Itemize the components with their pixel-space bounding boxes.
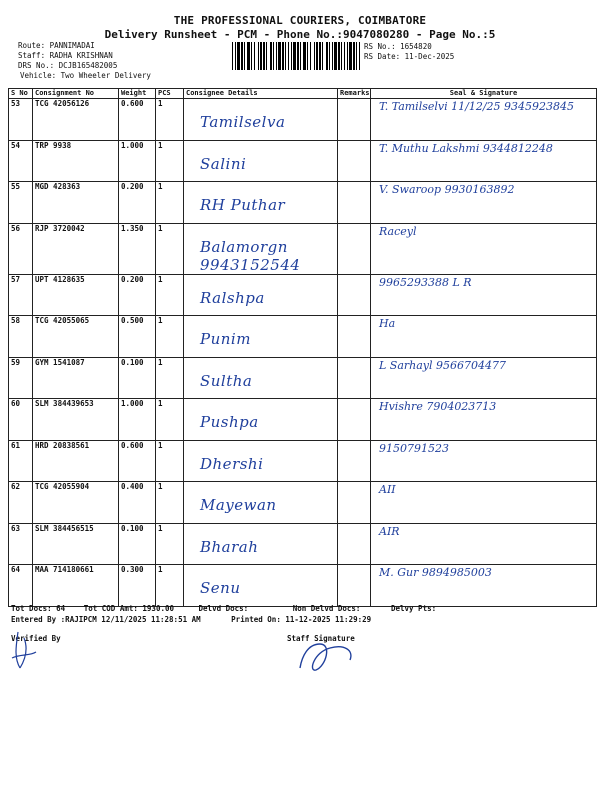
cell-signature (371, 274, 597, 316)
cell-signature (371, 182, 597, 224)
table-row (9, 274, 597, 316)
cell-weight: 0.600 (119, 440, 156, 482)
cell-remarks (338, 482, 371, 524)
document-subtitle: Delivery Runsheet - PCM - Phone No.:9047080280 - Page No.:5 (104, 28, 496, 41)
cell-signature (371, 565, 597, 607)
drs-no-label: DRS No.: DCJB165482005 (18, 61, 118, 70)
col-header-weight: Weight (119, 89, 156, 99)
cell-sno: 53 (9, 99, 33, 141)
cell-weight: 0.400 (119, 482, 156, 524)
table-row (9, 565, 597, 607)
cell-consignee (184, 316, 338, 358)
signature-handwriting: 9965293388 L R (379, 275, 472, 289)
cell-pcs: 1 (156, 399, 184, 441)
cell-sno: 61 (9, 440, 33, 482)
cell-remarks (338, 140, 371, 182)
non-delivered-docs: Non Delvd Docs: (292, 604, 361, 613)
cell-pcs: 1 (156, 440, 184, 482)
signature-handwriting: T. Muthu Lakshmi 9344812248 (379, 141, 553, 155)
consignee-handwriting: Bharah (200, 537, 259, 556)
cell-consignment-no: RJP 3720042 (33, 223, 119, 274)
route-label: Route: PANNIMADAI (18, 41, 95, 50)
cell-consignee (184, 223, 338, 274)
cell-consignee (184, 140, 338, 182)
cell-weight: 0.100 (119, 357, 156, 399)
table-row (9, 440, 597, 482)
cell-sno: 63 (9, 523, 33, 565)
consignee-handwriting: Salini (200, 154, 247, 173)
cell-pcs: 1 (156, 274, 184, 316)
table-row (9, 523, 597, 565)
cell-consignment-no: TCG 42055065 (33, 316, 119, 358)
signature-handwriting: AII (379, 483, 396, 496)
signature-handwriting: 9150791523 (379, 441, 449, 455)
cell-sno: 60 (9, 399, 33, 441)
cell-weight: 0.600 (119, 99, 156, 141)
cell-pcs: 1 (156, 140, 184, 182)
cell-signature (371, 357, 597, 399)
cell-consignee (184, 357, 338, 399)
col-header-consignee: Consignee Details (184, 89, 338, 99)
total-docs: Tot Docs: 64 (11, 604, 66, 613)
cell-signature (371, 316, 597, 358)
table-row (9, 140, 597, 182)
cell-remarks (338, 223, 371, 274)
cell-consignee (184, 565, 338, 607)
footer-line-2 (11, 615, 371, 624)
cell-consignment-no: UPT 4128635 (33, 274, 119, 316)
cell-remarks (338, 399, 371, 441)
table-row (9, 99, 597, 141)
cell-remarks (338, 565, 371, 607)
cell-pcs: 1 (156, 357, 184, 399)
cell-consignment-no: TRP 9938 (33, 140, 119, 182)
printed-on: Printed On: 11-12-2025 11:29:29 (231, 615, 372, 624)
table-row (9, 399, 597, 441)
cell-consignment-no: MAA 714180661 (33, 565, 119, 607)
col-header-remarks: Remarks (338, 89, 371, 99)
signature-handwriting: Hvishre 7904023713 (379, 400, 497, 413)
signature-handwriting: T. Tamilselvi 11/12/25 9345923845 (379, 100, 575, 113)
cell-remarks (338, 274, 371, 316)
cell-sno: 58 (9, 316, 33, 358)
signature-handwriting: M. Gur 9894985003 (379, 566, 492, 579)
signature-handwriting: Raceyl (379, 224, 417, 238)
col-header-sno: S No (9, 89, 33, 99)
cell-weight: 0.200 (119, 182, 156, 224)
cell-sno: 55 (9, 182, 33, 224)
cell-signature (371, 223, 597, 274)
cell-remarks (338, 316, 371, 358)
cell-signature (371, 399, 597, 441)
cell-remarks (338, 357, 371, 399)
consignee-handwriting: Dhershi (200, 454, 264, 473)
cell-sno: 64 (9, 565, 33, 607)
cell-remarks (338, 182, 371, 224)
cell-consignment-no: MGD 428363 (33, 182, 119, 224)
cell-signature (371, 482, 597, 524)
entered-by: Entered By :RAJIPCM 12/11/2025 11:28:51 AM (11, 615, 201, 624)
staff-label: Staff: RADHA KRISHNAN (18, 51, 113, 60)
staff-signature-label: Staff Signature (287, 634, 355, 643)
cell-weight: 1.350 (119, 223, 156, 274)
footer-line-1 (11, 604, 436, 613)
cell-sno: 59 (9, 357, 33, 399)
cell-weight: 0.200 (119, 274, 156, 316)
barcode-image (232, 42, 360, 70)
cell-sno: 56 (9, 223, 33, 274)
signature-handwriting: Ha (379, 317, 396, 330)
cell-consignee (184, 274, 338, 316)
cell-consignment-no: SLM 384439653 (33, 399, 119, 441)
meta-left (18, 41, 151, 81)
cell-weight: 0.300 (119, 565, 156, 607)
cell-consignee (184, 182, 338, 224)
cell-consignee (184, 399, 338, 441)
cell-consignee (184, 482, 338, 524)
cell-weight: 1.000 (119, 140, 156, 182)
cell-sno: 62 (9, 482, 33, 524)
cell-weight: 0.100 (119, 523, 156, 565)
table-row (9, 182, 597, 224)
staff-signature-image (294, 636, 364, 674)
cell-consignee (184, 440, 338, 482)
cell-pcs: 1 (156, 565, 184, 607)
cell-signature (371, 140, 597, 182)
cell-remarks (338, 523, 371, 565)
total-cod: Tot COD Amt: 1930.00 (83, 604, 175, 613)
cell-sno: 54 (9, 140, 33, 182)
verifier-signature-image (6, 628, 46, 674)
table-header-row (9, 89, 597, 99)
table-row (9, 357, 597, 399)
signature-handwriting: AIR (379, 524, 400, 538)
cell-consignment-no: TCG 42056126 (33, 99, 119, 141)
consignee-handwriting: Senu (200, 579, 241, 597)
consignee-handwriting: Mayewan (200, 496, 277, 514)
rs-date-label: RS Date: 11-Dec-2025 (364, 52, 455, 61)
cell-pcs: 1 (156, 99, 184, 141)
signature-handwriting: V. Swaroop 9930163892 (379, 183, 515, 196)
cell-consignment-no: HRD 20838561 (33, 440, 119, 482)
col-header-consignment: Consignment No (33, 89, 119, 99)
consignee-handwriting: Punim (200, 330, 251, 348)
cell-pcs: 1 (156, 182, 184, 224)
cell-pcs: 1 (156, 482, 184, 524)
rs-no-label: RS No.: 1654820 (364, 42, 432, 51)
vehicle-label: Vehicle: Two Wheeler Delivery (20, 71, 151, 80)
cell-consignment-no: SLM 384456515 (33, 523, 119, 565)
cell-remarks (338, 440, 371, 482)
cell-signature (371, 440, 597, 482)
document-title: THE PROFESSIONAL COURIERS, COIMBATORE (173, 14, 427, 27)
consignee-handwriting: Sultha (200, 371, 253, 390)
meta-right (364, 42, 454, 62)
cell-pcs: 1 (156, 316, 184, 358)
cell-pcs: 1 (156, 523, 184, 565)
signature-handwriting: L Sarhayl 9566704477 (379, 358, 507, 372)
consignee-handwriting: Pushpa (200, 413, 259, 431)
delivered-docs: Delvd Docs: (198, 604, 249, 613)
cell-consignment-no: TCG 42055904 (33, 482, 119, 524)
cell-consignee (184, 99, 338, 141)
consignee-handwriting: Tamilselva (200, 113, 286, 131)
runsheet-table (8, 88, 597, 607)
table-row (9, 316, 597, 358)
delivery-points: Delvy Pts: (390, 604, 437, 613)
cell-consignment-no: GYM 1541087 (33, 357, 119, 399)
table-row (9, 223, 597, 274)
verified-by-label: Verified By (11, 634, 61, 643)
table-body (9, 99, 597, 607)
cell-pcs: 1 (156, 223, 184, 274)
cell-signature (371, 523, 597, 565)
cell-remarks (338, 99, 371, 141)
col-header-signature: Seal & Signature (371, 89, 597, 99)
cell-weight: 1.000 (119, 399, 156, 441)
cell-sno: 57 (9, 274, 33, 316)
cell-weight: 0.500 (119, 316, 156, 358)
consignee-handwriting: Ralshpa (200, 288, 265, 307)
col-header-pcs: PCS (156, 89, 184, 99)
cell-signature (371, 99, 597, 141)
consignee-handwriting: Balamorgn 9943152544 (200, 237, 301, 274)
table-row (9, 482, 597, 524)
cell-consignee (184, 523, 338, 565)
consignee-handwriting: RH Puthar (200, 196, 286, 214)
